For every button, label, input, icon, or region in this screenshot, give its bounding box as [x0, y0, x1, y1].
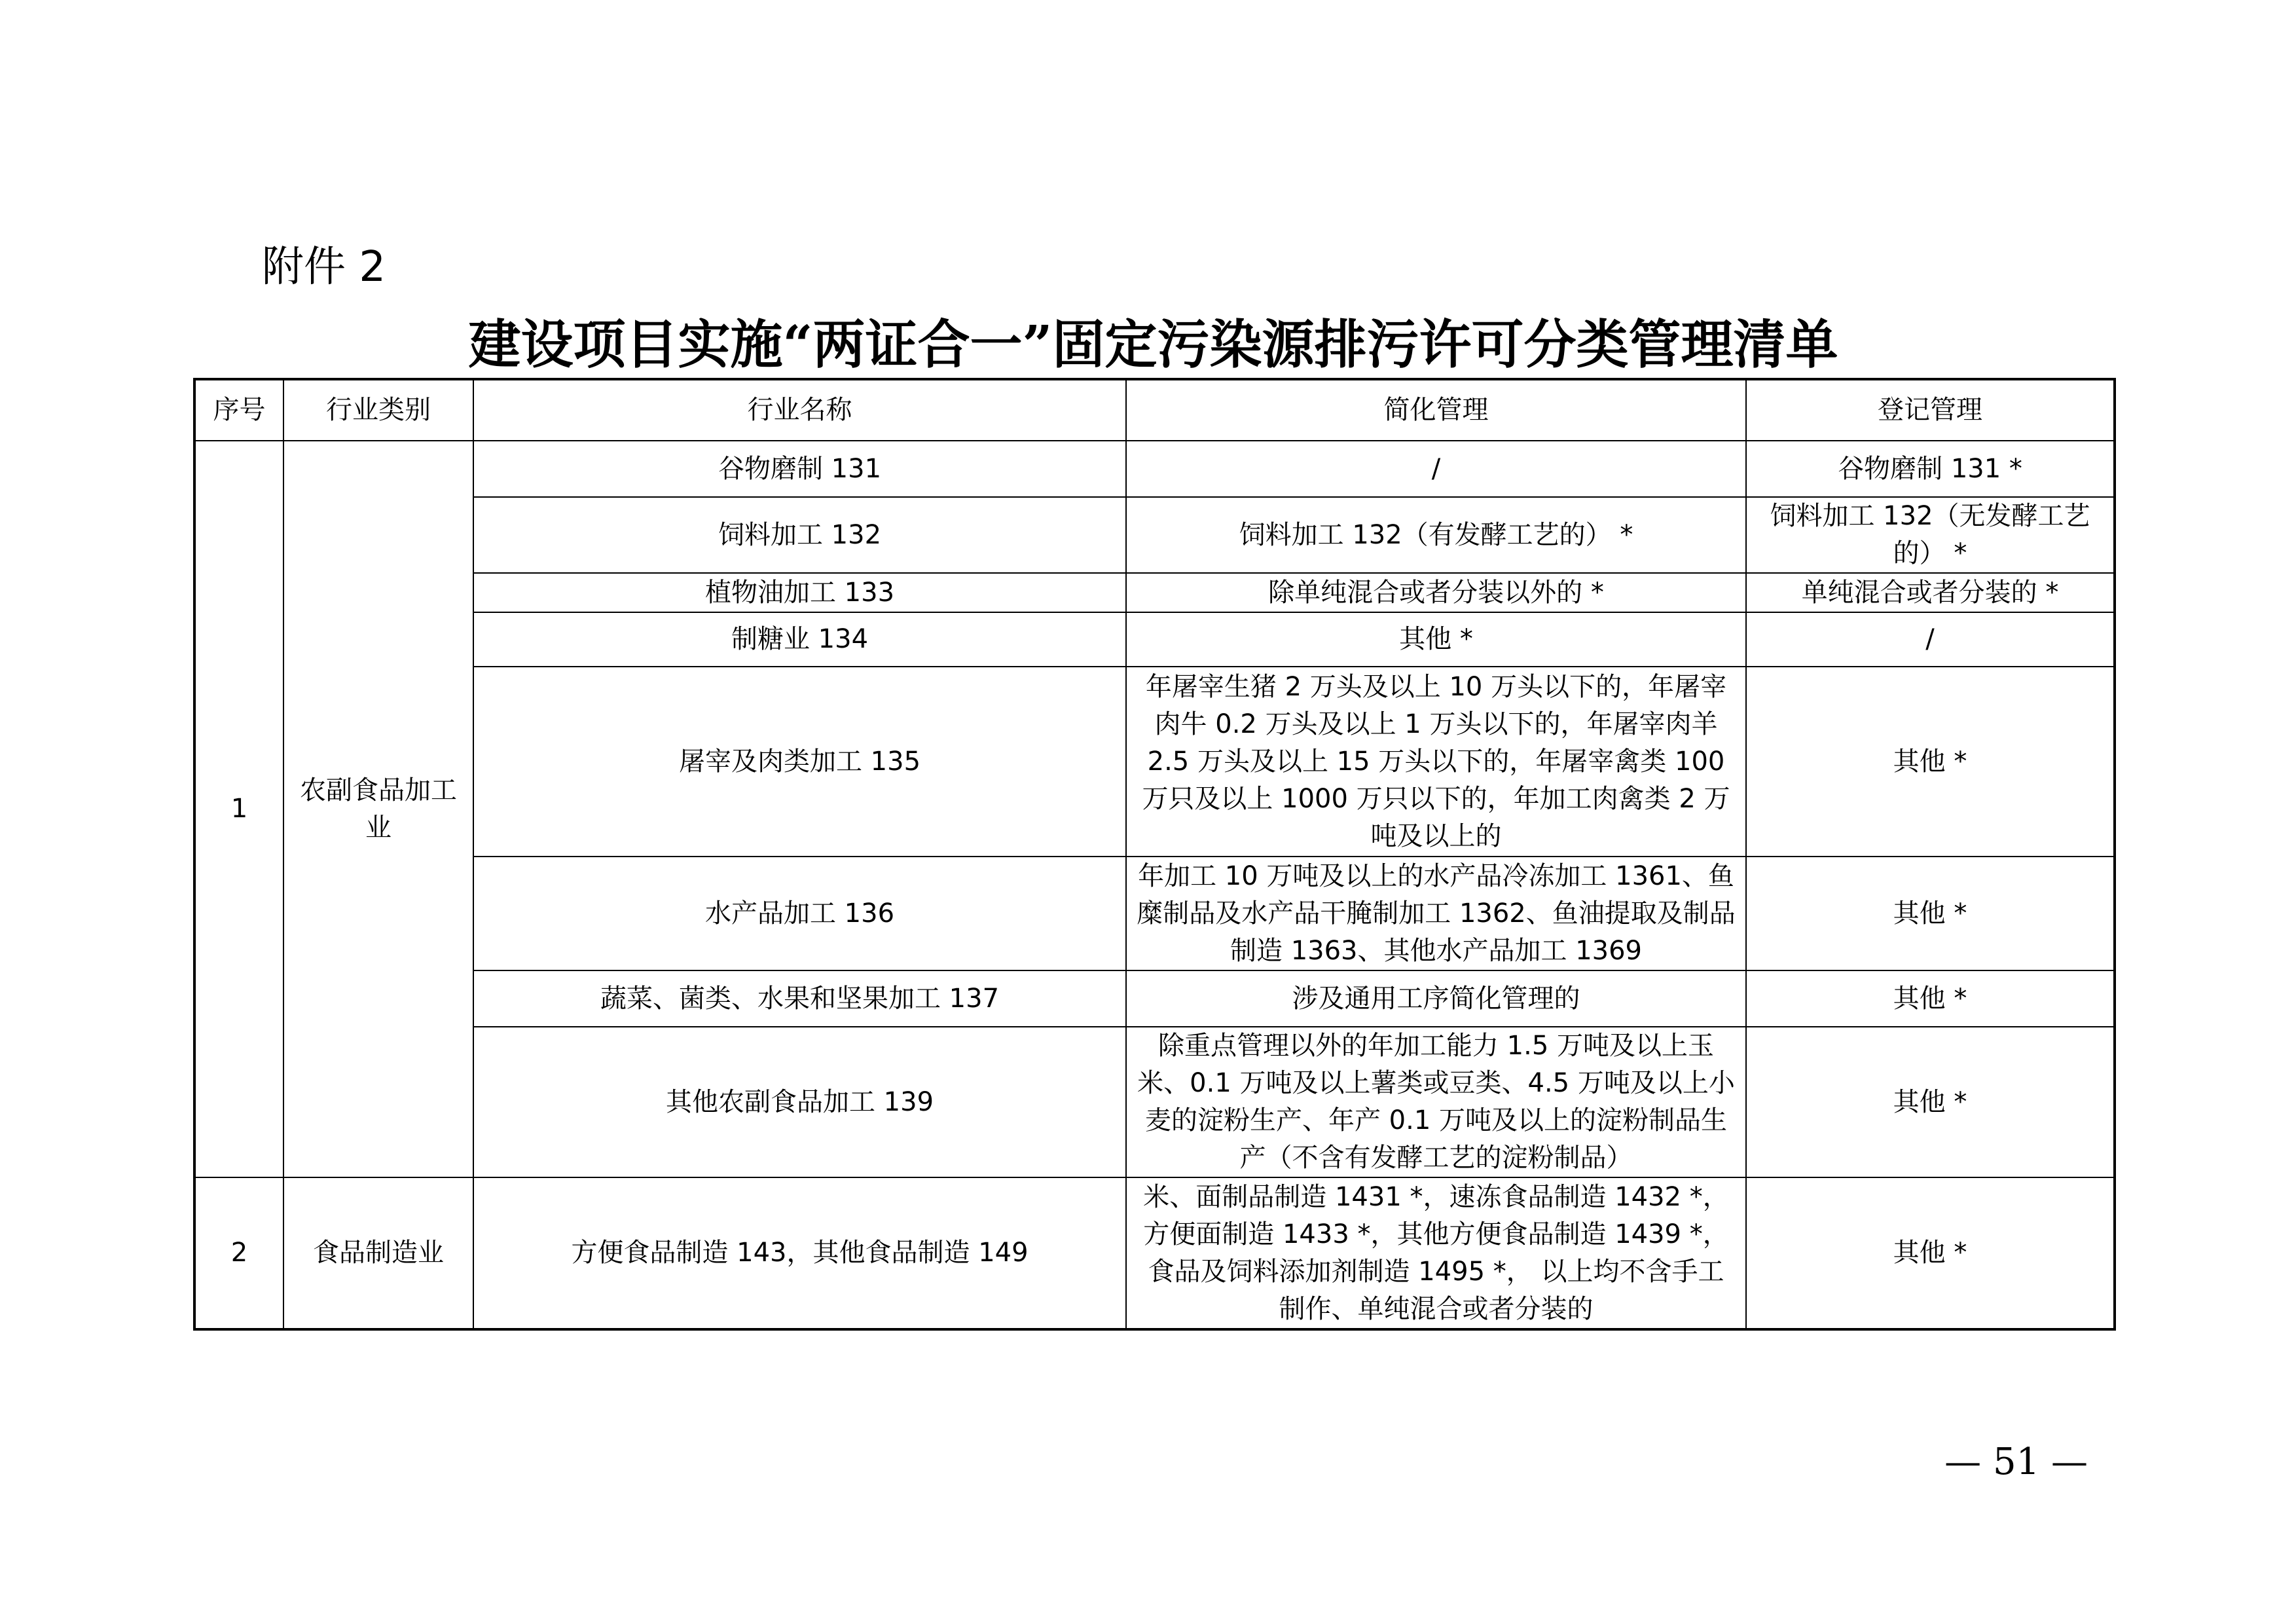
simplified-cell: 饲料加工 132（有发酵工艺的） *	[1126, 497, 1746, 573]
industry-name-cell: 制糖业 134	[473, 612, 1126, 667]
industry-name-cell: 方便食品制造 143，其他食品制造 149	[473, 1177, 1126, 1329]
table-row	[194, 1027, 2115, 1177]
table-row	[194, 612, 2115, 667]
category-cell: 食品制造业	[283, 1177, 473, 1329]
table-row	[194, 857, 2115, 970]
industry-name-cell: 植物油加工 133	[473, 573, 1126, 612]
table-header-row	[194, 379, 2115, 441]
registration-cell: 其他 *	[1746, 1027, 2115, 1177]
simplified-cell: 涉及通用工序简化管理的	[1126, 970, 1746, 1027]
simplified-cell: 除重点管理以外的年加工能力 1.5 万吨及以上玉米、0.1 万吨及以上薯类或豆类、4.5 万吨及以上小麦的淀粉生产、年产 0.1 万吨及以上的淀粉制品生产（不含有发酵工艺的淀粉制品）	[1126, 1027, 1746, 1177]
simplified-cell: 米、面制品制造 1431 *，速冻食品制造 1432 *，方便面制造 1433 *，其他方便食品制造 1439 *，食品及饲料添加剂制造 1495 *， 以上均不含手工制作、单纯混合或者分装的	[1126, 1177, 1746, 1329]
table-row	[194, 1177, 2115, 1329]
industry-name-cell: 屠宰及肉类加工 135	[473, 667, 1126, 857]
header-registration: 登记管理	[1746, 379, 2115, 441]
header-category: 行业类别	[283, 379, 473, 441]
simplified-cell: 年屠宰生猪 2 万头及以上 10 万头以下的，年屠宰肉牛 0.2 万头及以上 1 万头以下的，年屠宰肉羊 2.5 万头及以上 15 万头以下的，年屠宰禽类 100 万只及以上 1000 万只以下的，年加工肉禽类 2 万吨及以上的	[1126, 667, 1746, 857]
classification-table	[193, 378, 2116, 1331]
simplified-cell: /	[1126, 441, 1746, 497]
simplified-cell: 其他 *	[1126, 612, 1746, 667]
category-cell: 农副食品加工业	[283, 441, 473, 1177]
header-simplified: 简化管理	[1126, 379, 1746, 441]
header-industry-name: 行业名称	[473, 379, 1126, 441]
attachment-label: 附件 2	[262, 243, 386, 291]
registration-cell: 其他 *	[1746, 970, 2115, 1027]
simplified-cell: 年加工 10 万吨及以上的水产品冷冻加工 1361、鱼糜制品及水产品干腌制加工 1362、鱼油提取及制品制造 1363、其他水产品加工 1369	[1126, 857, 1746, 970]
industry-name-cell: 谷物磨制 131	[473, 441, 1126, 497]
document-title: 建设项目实施“两证合一”固定污染源排污许可分类管理清单	[468, 314, 1838, 375]
registration-cell: 其他 *	[1746, 857, 2115, 970]
simplified-cell: 除单纯混合或者分装以外的 *	[1126, 573, 1746, 612]
registration-cell: 饲料加工 132（无发酵工艺的） *	[1746, 497, 2115, 573]
table-row	[194, 573, 2115, 612]
seq-cell: 1	[194, 441, 283, 1177]
table-row	[194, 497, 2115, 573]
table-row	[194, 667, 2115, 857]
seq-cell: 2	[194, 1177, 283, 1329]
registration-cell: 单纯混合或者分装的 *	[1746, 573, 2115, 612]
registration-cell: 其他 *	[1746, 667, 2115, 857]
registration-cell: 谷物磨制 131 *	[1746, 441, 2115, 497]
industry-name-cell: 其他农副食品加工 139	[473, 1027, 1126, 1177]
table-row	[194, 970, 2115, 1027]
header-seq: 序号	[194, 379, 283, 441]
table-row	[194, 441, 2115, 497]
page-number: — 51 —	[1944, 1441, 2088, 1483]
industry-name-cell: 蔬菜、菌类、水果和坚果加工 137	[473, 970, 1126, 1027]
industry-name-cell: 饲料加工 132	[473, 497, 1126, 573]
industry-name-cell: 水产品加工 136	[473, 857, 1126, 970]
registration-cell: /	[1746, 612, 2115, 667]
registration-cell: 其他 *	[1746, 1177, 2115, 1329]
